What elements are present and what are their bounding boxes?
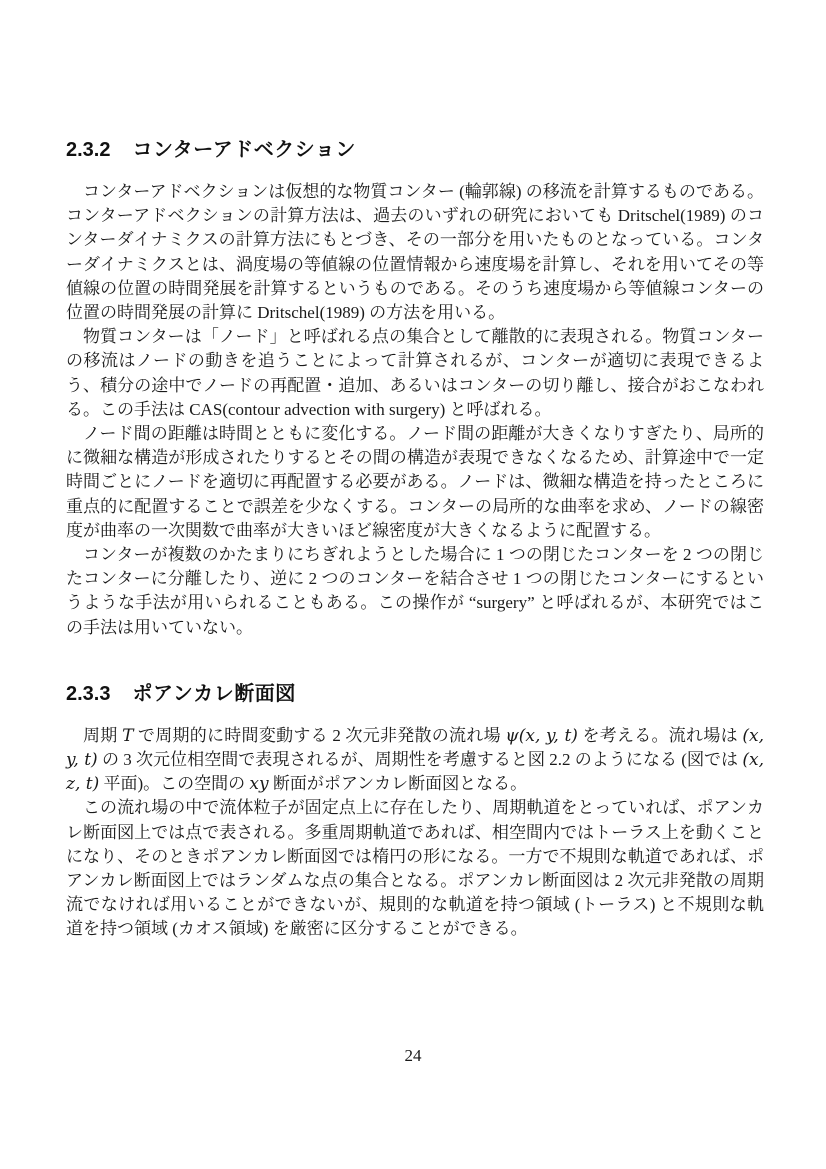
section-title: ポアンカレ断面図 <box>132 682 296 705</box>
page-content <box>66 138 764 942</box>
text-run: コンターが複数のかたまりにちぎれようとした場合に 1 つの閉じたコンターを 2 つの閉じたコンターに分離したり、逆に 2 つのコンターを結合させ 1 つの閉じたコンターにするというような手法が用いられることもある。この操作が “surgery” と呼ばれるが、本研究ではこの手法は用いていない。 <box>66 545 764 637</box>
paragraph <box>66 180 764 325</box>
section-title: コンターアドベクション <box>132 139 356 161</box>
text-run: 周期 <box>83 725 123 745</box>
text-run: を考える。流れ場は <box>577 725 743 745</box>
section-heading-contour-advection <box>66 138 764 162</box>
section-heading-poincare-section <box>66 682 764 706</box>
paragraph <box>66 422 764 543</box>
paragraph <box>66 543 764 640</box>
section-number: 2.3.2 <box>66 139 111 161</box>
math-inline: (x, z, t) <box>66 750 764 795</box>
math-inline: xy <box>249 774 269 795</box>
text-run: で周期的に時間変動する 2 次元非発散の流れ場 <box>133 725 506 745</box>
text-run: 断面がポアンカレ断面図となる。 <box>268 774 528 794</box>
math-inline: (x, y, t) <box>66 725 765 771</box>
text-run: コンターアドベクションは仮想的な物質コンター (輪郭線) の移流を計算するものである。コンターアドベクションの計算方法は、過去のいずれの研究においても Dritschel(1989) のコンターダイナミクスの計算方法にもとづき、その一部分を用いたものとなっている。コンターダイナミクスとは、渦度場の等値線の位置情報から速度場を計算し、それを用いてその等値線の位置の時間発展を計算するというものである。そのうち速度場から等値線コンターの位置の時間発展の計算に Dritschel(1989) の方法を用いる。 <box>66 182 764 323</box>
math-inline: ψ(x, y, t) <box>505 725 578 746</box>
text-run: ノード間の距離は時間とともに変化する。ノード間の距離が大きくなりすぎたり、局所的に微細な構造が形成されたりするとその間の構造が表現できなくなるため、計算途中で一定時間ごとにノードを適切に再配置する必要がある。ノードは、微細な構造を持ったところに重点的に配置することで誤差を少なくする。コンターの局所的な曲率を求め、ノードの線密度が曲率の一次関数で曲率が大きいほど線密度が大きくなるように配置する。 <box>66 424 764 540</box>
text-run: 物質コンターは「ノード」と呼ばれる点の集合として離散的に表現される。物質コンターの移流はノードの動きを追うことによって計算されるが、コンターが適切に表現できるよう、積分の途中でノードの再配置・追加、あるいはコンターの切り離し、接合がおこなわれる。この手法は CAS(contour advection with surgery) と呼ばれる。 <box>66 327 764 419</box>
paragraph <box>66 796 764 941</box>
math-inline: T <box>122 725 134 746</box>
text-run: 平面)。この空間の <box>99 774 250 794</box>
text-run: この流れ場の中で流体粒子が固定点上に存在したり、周期軌道をとっていれば、ポアンカレ断面図上では点で表される。多重周期軌道であれば、相空間内ではトーラス上を動くことになり、そのときポアンカレ断面図では楕円の形になる。一方で不規則な軌道であれば、ポアンカレ断面図上ではランダムな点の集合となる。ポアンカレ断面図は 2 次元非発散の周期流でなければ用いることができないが、規則的な軌道を持つ領域 (トーラス) と不規則な軌道を持つ領域 (カオス領域) を厳密に区分することができる。 <box>66 798 764 939</box>
paragraph <box>66 325 764 422</box>
text-run: の 3 次元位相空間で表現されるが、周期性を考慮すると図 2.2 のようになる (図では <box>97 750 743 770</box>
paragraph <box>66 724 764 797</box>
page-number: 24 <box>404 1046 422 1065</box>
section-number: 2.3.3 <box>66 682 111 705</box>
